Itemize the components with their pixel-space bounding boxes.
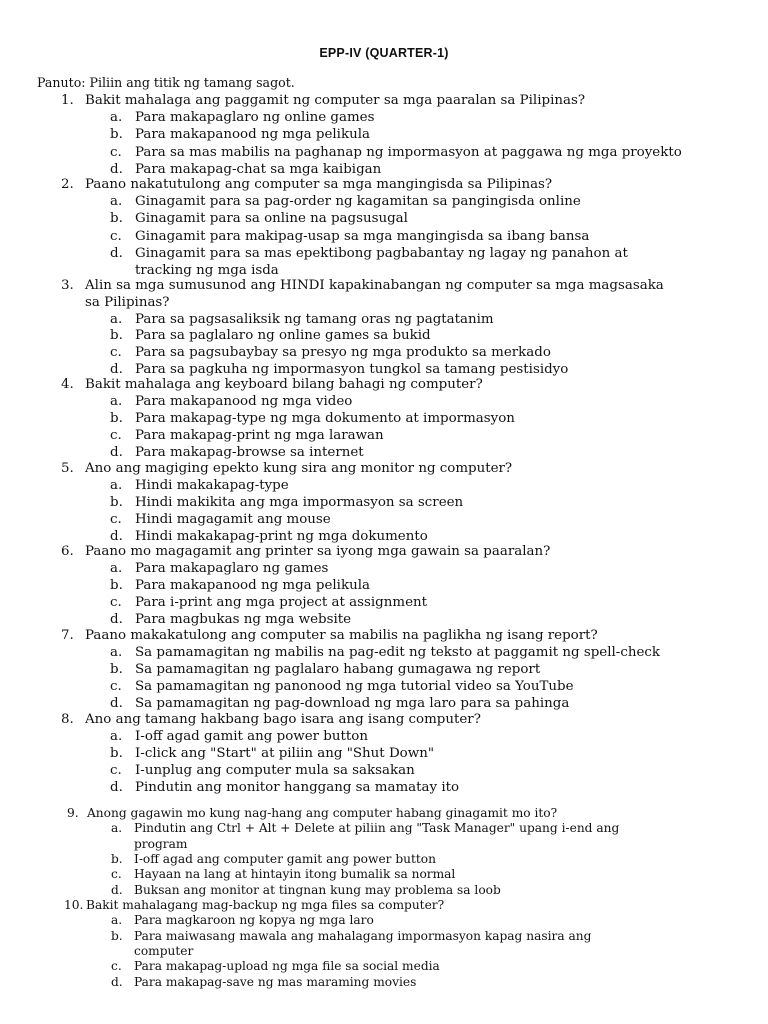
option-text: Hindi makikita ang mga impormasyon sa screen — [135, 495, 464, 510]
option-letter: b. — [110, 328, 123, 344]
question-text: Ano ang magiging epekto kung sira ang monitor ng computer? — [85, 461, 513, 476]
option-text: Pindutin ang Ctrl + Alt + Delete at piliin ang "Task Manager" upang i-end ang — [134, 821, 620, 836]
option-letter: a. — [111, 821, 123, 836]
page-title: EPP-IV (QUARTER-1) — [319, 46, 449, 60]
question-number: 7. — [61, 628, 74, 643]
option-letter: d. — [110, 529, 123, 544]
option-letter: b. — [110, 127, 123, 143]
option-text: Para makapag-type ng mga dokumento at impormasyon — [135, 411, 515, 426]
question-text: Bakit mahalagang mag-backup ng mga files sa computer? — [86, 898, 445, 912]
option-letter: d. — [110, 362, 123, 377]
option-text: Para magbukas ng mga website — [135, 612, 352, 627]
option-letter: b. — [110, 662, 123, 677]
option-letter: d. — [110, 696, 123, 711]
instructions: Panuto: Piliin ang titik ng tamang sagot. — [37, 75, 295, 90]
option-text: program — [134, 836, 188, 851]
option-text: Para makapaglaro ng games — [135, 561, 329, 576]
option-letter: d. — [110, 245, 123, 261]
option-letter: a. — [110, 729, 123, 744]
option-text: I-off agad gamit ang power button — [135, 729, 368, 744]
option-letter: a. — [110, 561, 123, 576]
option-letter: c. — [110, 228, 122, 244]
question-number: 5. — [61, 461, 74, 476]
option-letter: a. — [110, 478, 123, 493]
option-text: Para makapanood ng mga video — [135, 394, 353, 409]
option-letter: c. — [110, 512, 122, 527]
option-text: Para makapag-print ng mga larawan — [135, 428, 384, 443]
option-text: Para makapag-chat sa mga kaibigan — [135, 161, 382, 177]
question-number: 6. — [61, 544, 74, 559]
question-number: 1. — [61, 93, 74, 108]
option-letter: c. — [110, 595, 122, 610]
option-letter: b. — [110, 495, 123, 510]
option-text: I-click ang "Start" at piliin ang "Shut Down" — [135, 746, 434, 761]
option-text: Hindi magagamit ang mouse — [135, 512, 331, 527]
option-text: Para magkaroon ng kopya ng mga laro — [134, 913, 374, 928]
option-letter: a. — [111, 913, 123, 928]
option-text: Sa pamamagitan ng mabilis na pag-edit ng teksto at paggamit ng spell-check — [135, 645, 660, 660]
option-letter: b. — [111, 928, 123, 943]
option-text: Para i-print ang mga project at assignment — [135, 595, 428, 610]
option-text: Ginagamit para sa online na pagsusugal — [135, 211, 408, 227]
option-text: Sa pamamagitan ng panonood ng mga tutorial video sa YouTube — [135, 679, 574, 694]
option-text: Para makapag-upload ng mga file sa social media — [134, 959, 440, 974]
option-letter: d. — [110, 612, 123, 627]
option-letter: c. — [110, 345, 122, 361]
option-letter: c. — [111, 867, 122, 882]
option-letter: c. — [110, 428, 122, 443]
question-text: Alin sa mga sumusunod ang HINDI kapakinabangan ng computer sa mga magsasaka — [85, 278, 664, 293]
option-letter: c. — [110, 763, 122, 778]
option-text: Para makapag-browse sa internet — [135, 445, 364, 460]
option-text: Sa pamamagitan ng paglalaro habang gumagawa ng report — [135, 662, 541, 677]
option-letter: b. — [110, 411, 123, 426]
option-letter: d. — [110, 161, 123, 177]
option-letter: a. — [110, 194, 123, 210]
option-text: Para makapaglaro ng online games — [135, 110, 375, 126]
option-text: Para maiwasang mawala ang mahalagang impormasyon kapag nasira ang — [134, 928, 592, 943]
option-letter: b. — [110, 578, 123, 593]
option-letter: c. — [110, 144, 122, 160]
option-text: Para sa paglalaro ng online games sa bukid — [135, 328, 431, 344]
question-text: Paano nakatutulong ang computer sa mga mangingisda sa Pilipinas? — [85, 177, 553, 192]
question-text: sa Pilipinas? — [85, 294, 170, 310]
question-number: 10. — [64, 898, 84, 912]
option-text: Hindi makakapag-type — [135, 478, 289, 493]
question-text: Paano makakatulong ang computer sa mabilis na paglikha ng isang report? — [85, 628, 598, 643]
option-letter: a. — [110, 645, 123, 660]
option-text: Sa pamamagitan ng pag-download ng mga laro para sa pahinga — [135, 696, 570, 711]
option-letter: d. — [111, 974, 123, 989]
question-number: 2. — [61, 177, 74, 192]
option-letter: d. — [111, 882, 123, 897]
option-text: Para sa mas mabilis na paghanap ng impormasyon at paggawa ng mga proyekto — [135, 144, 682, 160]
option-letter: c. — [111, 959, 122, 974]
option-letter: b. — [111, 851, 123, 866]
option-text: Hayaan na lang at hintayin itong bumalik sa normal — [134, 867, 456, 882]
question-number: 8. — [61, 712, 74, 727]
option-text: Para makapag-save ng mas maraming movies — [134, 974, 417, 989]
option-letter: b. — [110, 746, 123, 761]
option-text: Pindutin ang monitor hanggang sa mamatay ito — [135, 780, 460, 795]
question-text: Bakit mahalaga ang keyboard bilang bahagi ng computer? — [85, 377, 483, 392]
option-letter: a. — [110, 311, 123, 327]
option-letter: a. — [110, 110, 123, 126]
option-text: Buksan ang monitor at tingnan kung may problema sa loob — [134, 882, 501, 897]
option-text: Ginagamit para makipag-usap sa mga mangingisda sa ibang bansa — [135, 228, 590, 244]
option-letter: d. — [110, 780, 123, 795]
question-text: Bakit mahalaga ang paggamit ng computer sa mga paaralan sa Pilipinas? — [85, 93, 586, 108]
option-text: Para sa pagsasaliksik ng tamang oras ng pagtatanim — [135, 311, 494, 327]
option-letter: a. — [110, 394, 123, 409]
option-letter: d. — [110, 445, 123, 460]
question-number: 3. — [61, 278, 74, 293]
option-text: Para sa pagkuha ng impormasyon tungkol sa tamang pestisidyo — [135, 362, 569, 377]
option-text: Ginagamit para sa pag-order ng kagamitan sa pangingisda online — [135, 194, 581, 210]
option-text: Hindi makakapag-print ng mga dokumento — [135, 529, 428, 544]
option-text: Para makapanood ng mga pelikula — [135, 578, 370, 593]
question-text: Anong gagawin mo kung nag-hang ang computer habang ginagamit mo ito? — [87, 806, 558, 820]
option-letter: c. — [110, 679, 122, 694]
option-text: computer — [134, 943, 194, 958]
option-text: tracking ng mga isda — [135, 263, 279, 278]
option-letter: b. — [110, 211, 123, 227]
option-text: Para sa pagsubaybay sa presyo ng mga produkto sa merkado — [135, 345, 551, 361]
option-text: I-unplug ang computer mula sa saksakan — [135, 763, 415, 778]
question-text: Ano ang tamang hakbang bago isara ang isang computer? — [85, 712, 481, 727]
question-number: 4. — [61, 377, 74, 392]
option-text: I-off agad ang computer gamit ang power button — [134, 851, 436, 866]
option-text: Ginagamit para sa mas epektibong pagbabantay ng lagay ng panahon at — [135, 245, 628, 261]
option-text: Para makapanood ng mga pelikula — [135, 127, 370, 143]
question-number: 9. — [67, 806, 79, 820]
question-text: Paano mo magagamit ang printer sa iyong mga gawain sa paaralan? — [85, 544, 551, 559]
